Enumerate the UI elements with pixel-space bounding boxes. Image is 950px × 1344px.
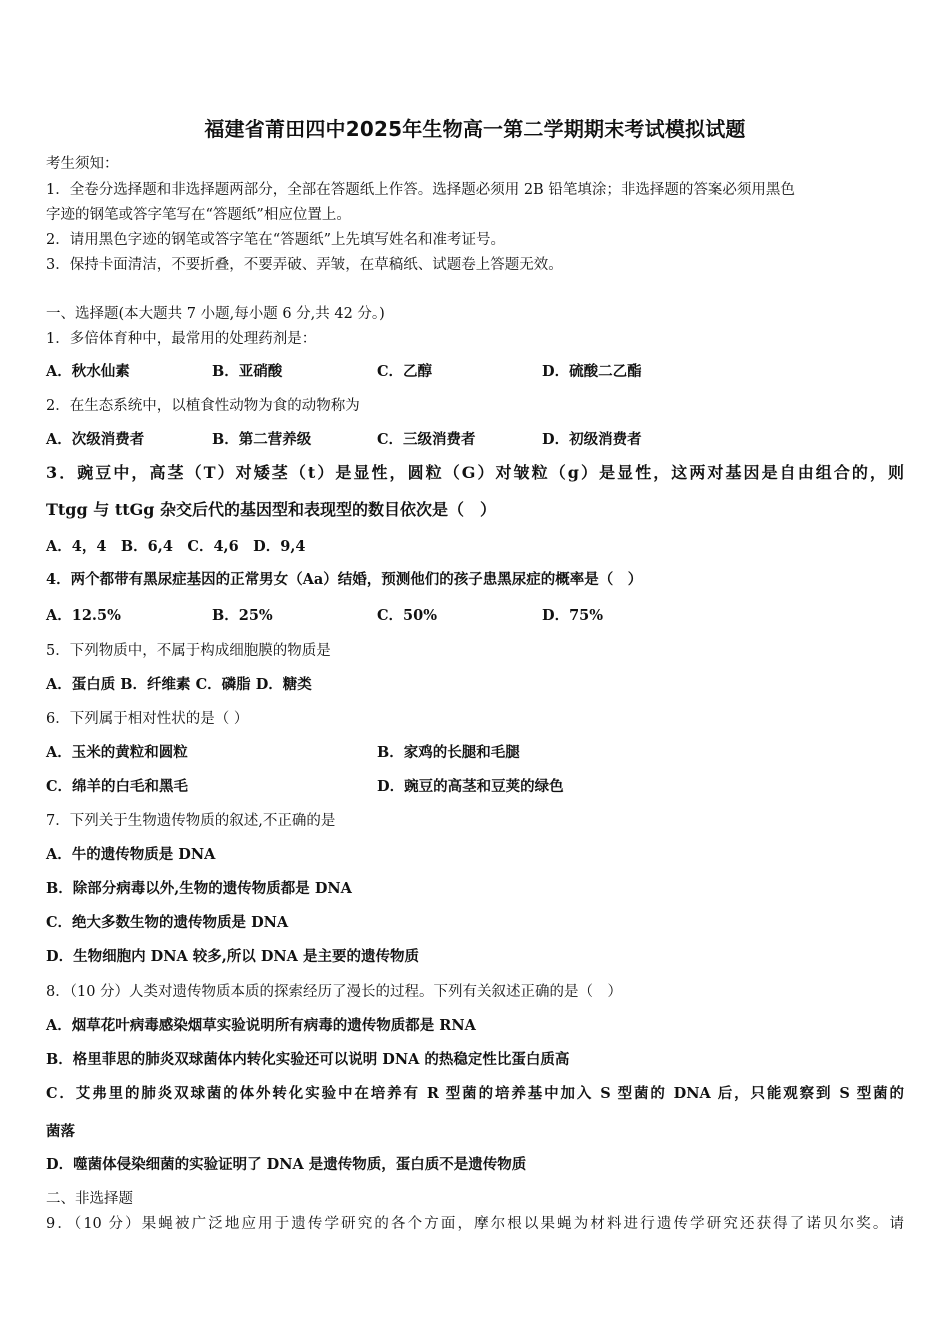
section-choice-heading: 一、选择题(本大题共 7 小题,每小题 6 分,共 42 分。) — [46, 306, 385, 322]
q8-option-b: B．格里菲思的肺炎双球菌体内转化实验还可以说明 DNA 的热稳定性比蛋白质高 — [46, 1051, 570, 1068]
q8-option-d: D．噬菌体侵染细菌的实验证明了 DNA 是遗传物质，蛋白质不是遗传物质 — [46, 1156, 527, 1173]
q4-option-a: A．12.5% — [46, 607, 121, 624]
q8-option-a: A．烟草花叶病毒感染烟草实验说明所有病毒的遗传物质都是 RNA — [46, 1017, 476, 1034]
q4-option-d: D．75% — [542, 607, 604, 624]
q3-stem-line-2: Ttgg 与 ttGg 杂交后代的基因型和表现型的数目依次是（ ） — [46, 500, 497, 519]
q7-option-d: D．生物细胞内 DNA 较多,所以 DNA 是主要的遗传物质 — [46, 948, 419, 965]
section-nonchoice-heading: 二、非选择题 — [46, 1191, 133, 1207]
notice-item-2: 2．请用黑色字迹的钢笔或答字笔在“答题纸”上先填写姓名和准考证号。 — [46, 232, 506, 248]
q4-option-c: C．50% — [377, 607, 437, 624]
q2-option-d: D．初级消费者 — [542, 431, 642, 448]
q2-stem: 2．在生态系统中，以植食性动物为食的动物称为 — [46, 398, 360, 414]
q1-option-d: D．硫酸二乙酯 — [542, 363, 642, 380]
q2-option-b: B．第二营养级 — [212, 431, 312, 448]
page-title: 福建省莆田四中2025年生物高一第二学期期末考试模拟试题 — [204, 117, 746, 141]
q2-option-a: A．次级消费者 — [46, 431, 145, 448]
q1-option-c: C．乙醇 — [377, 363, 433, 380]
notice-item-1a: 1．全卷分选择题和非选择题两部分，全部在答题纸上作答。选择题必须用 2B 铅笔填涂；非选择题的答案必须用黑色 — [46, 182, 795, 198]
q7-option-b: B．除部分病毒以外,生物的遗传物质都是 DNA — [46, 880, 352, 897]
notice-heading: 考生须知： — [46, 156, 119, 172]
q6-option-b: B．家鸡的长腿和毛腿 — [377, 744, 520, 761]
q7-option-a: A．牛的遗传物质是 DNA — [46, 846, 216, 863]
q8-option-c-line-2: 菌落 — [46, 1123, 75, 1140]
q8-stem: 8．（10 分）人类对遗传物质本质的探索经历了漫长的过程。下列有关叙述正确的是（ ） — [46, 984, 623, 1000]
q5-stem: 5．下列物质中，不属于构成细胞膜的物质是 — [46, 643, 331, 659]
notice-item-3: 3．保持卡面清洁，不要折叠，不要弄破、弄皱，在草稿纸、试题卷上答题无效。 — [46, 257, 563, 273]
q3-options: A．4，4 B．6,4 C．4,6 D．9,4 — [46, 538, 306, 555]
q9-stem: 9．（10 分）果蝇被广泛地应用于遗传学研究的各个方面，摩尔根以果蝇为材料进行遗传学研究还获得了诺贝尔奖。请 — [46, 1216, 904, 1232]
q7-option-c: C．绝大多数生物的遗传物质是 DNA — [46, 914, 289, 931]
q3-stem-line-1: 3．豌豆中，高茎（T）对矮茎（t）是显性，圆粒（G）对皱粒（g）是显性，这两对基因是自由组合的，则 — [46, 463, 904, 482]
q1-stem: 1．多倍体育种中，最常用的处理药剂是： — [46, 331, 317, 347]
q2-option-c: C．三级消费者 — [377, 431, 476, 448]
q4-stem: 4．两个都带有黑尿症基因的正常男女（Aa）结婚，预测他们的孩子患黑尿症的概率是（ ） — [46, 571, 643, 588]
q1-option-b: B．亚硝酸 — [212, 363, 283, 380]
q1-option-a: A．秋水仙素 — [46, 363, 130, 380]
q6-option-a: A．玉米的黄粒和圆粒 — [46, 744, 188, 761]
q5-options: A．蛋白质 B．纤维素 C．磷脂 D．糖类 — [46, 676, 312, 693]
q6-option-d: D．豌豆的高茎和豆荚的绿色 — [377, 778, 564, 795]
q6-stem: 6．下列属于相对性状的是（ ） — [46, 711, 249, 727]
q8-option-c-line-1: C．艾弗里的肺炎双球菌的体外转化实验中在培养有 R 型菌的培养基中加入 S 型菌的 DNA 后，只能观察到 S 型菌的 — [46, 1085, 904, 1102]
q7-stem: 7．下列关于生物遗传物质的叙述,不正确的是 — [46, 813, 336, 829]
q6-option-c: C．绵羊的白毛和黑毛 — [46, 778, 189, 795]
q4-option-b: B．25% — [212, 607, 273, 624]
notice-item-1b: 字迹的钢笔或答字笔写在“答题纸”相应位置上。 — [46, 207, 351, 223]
